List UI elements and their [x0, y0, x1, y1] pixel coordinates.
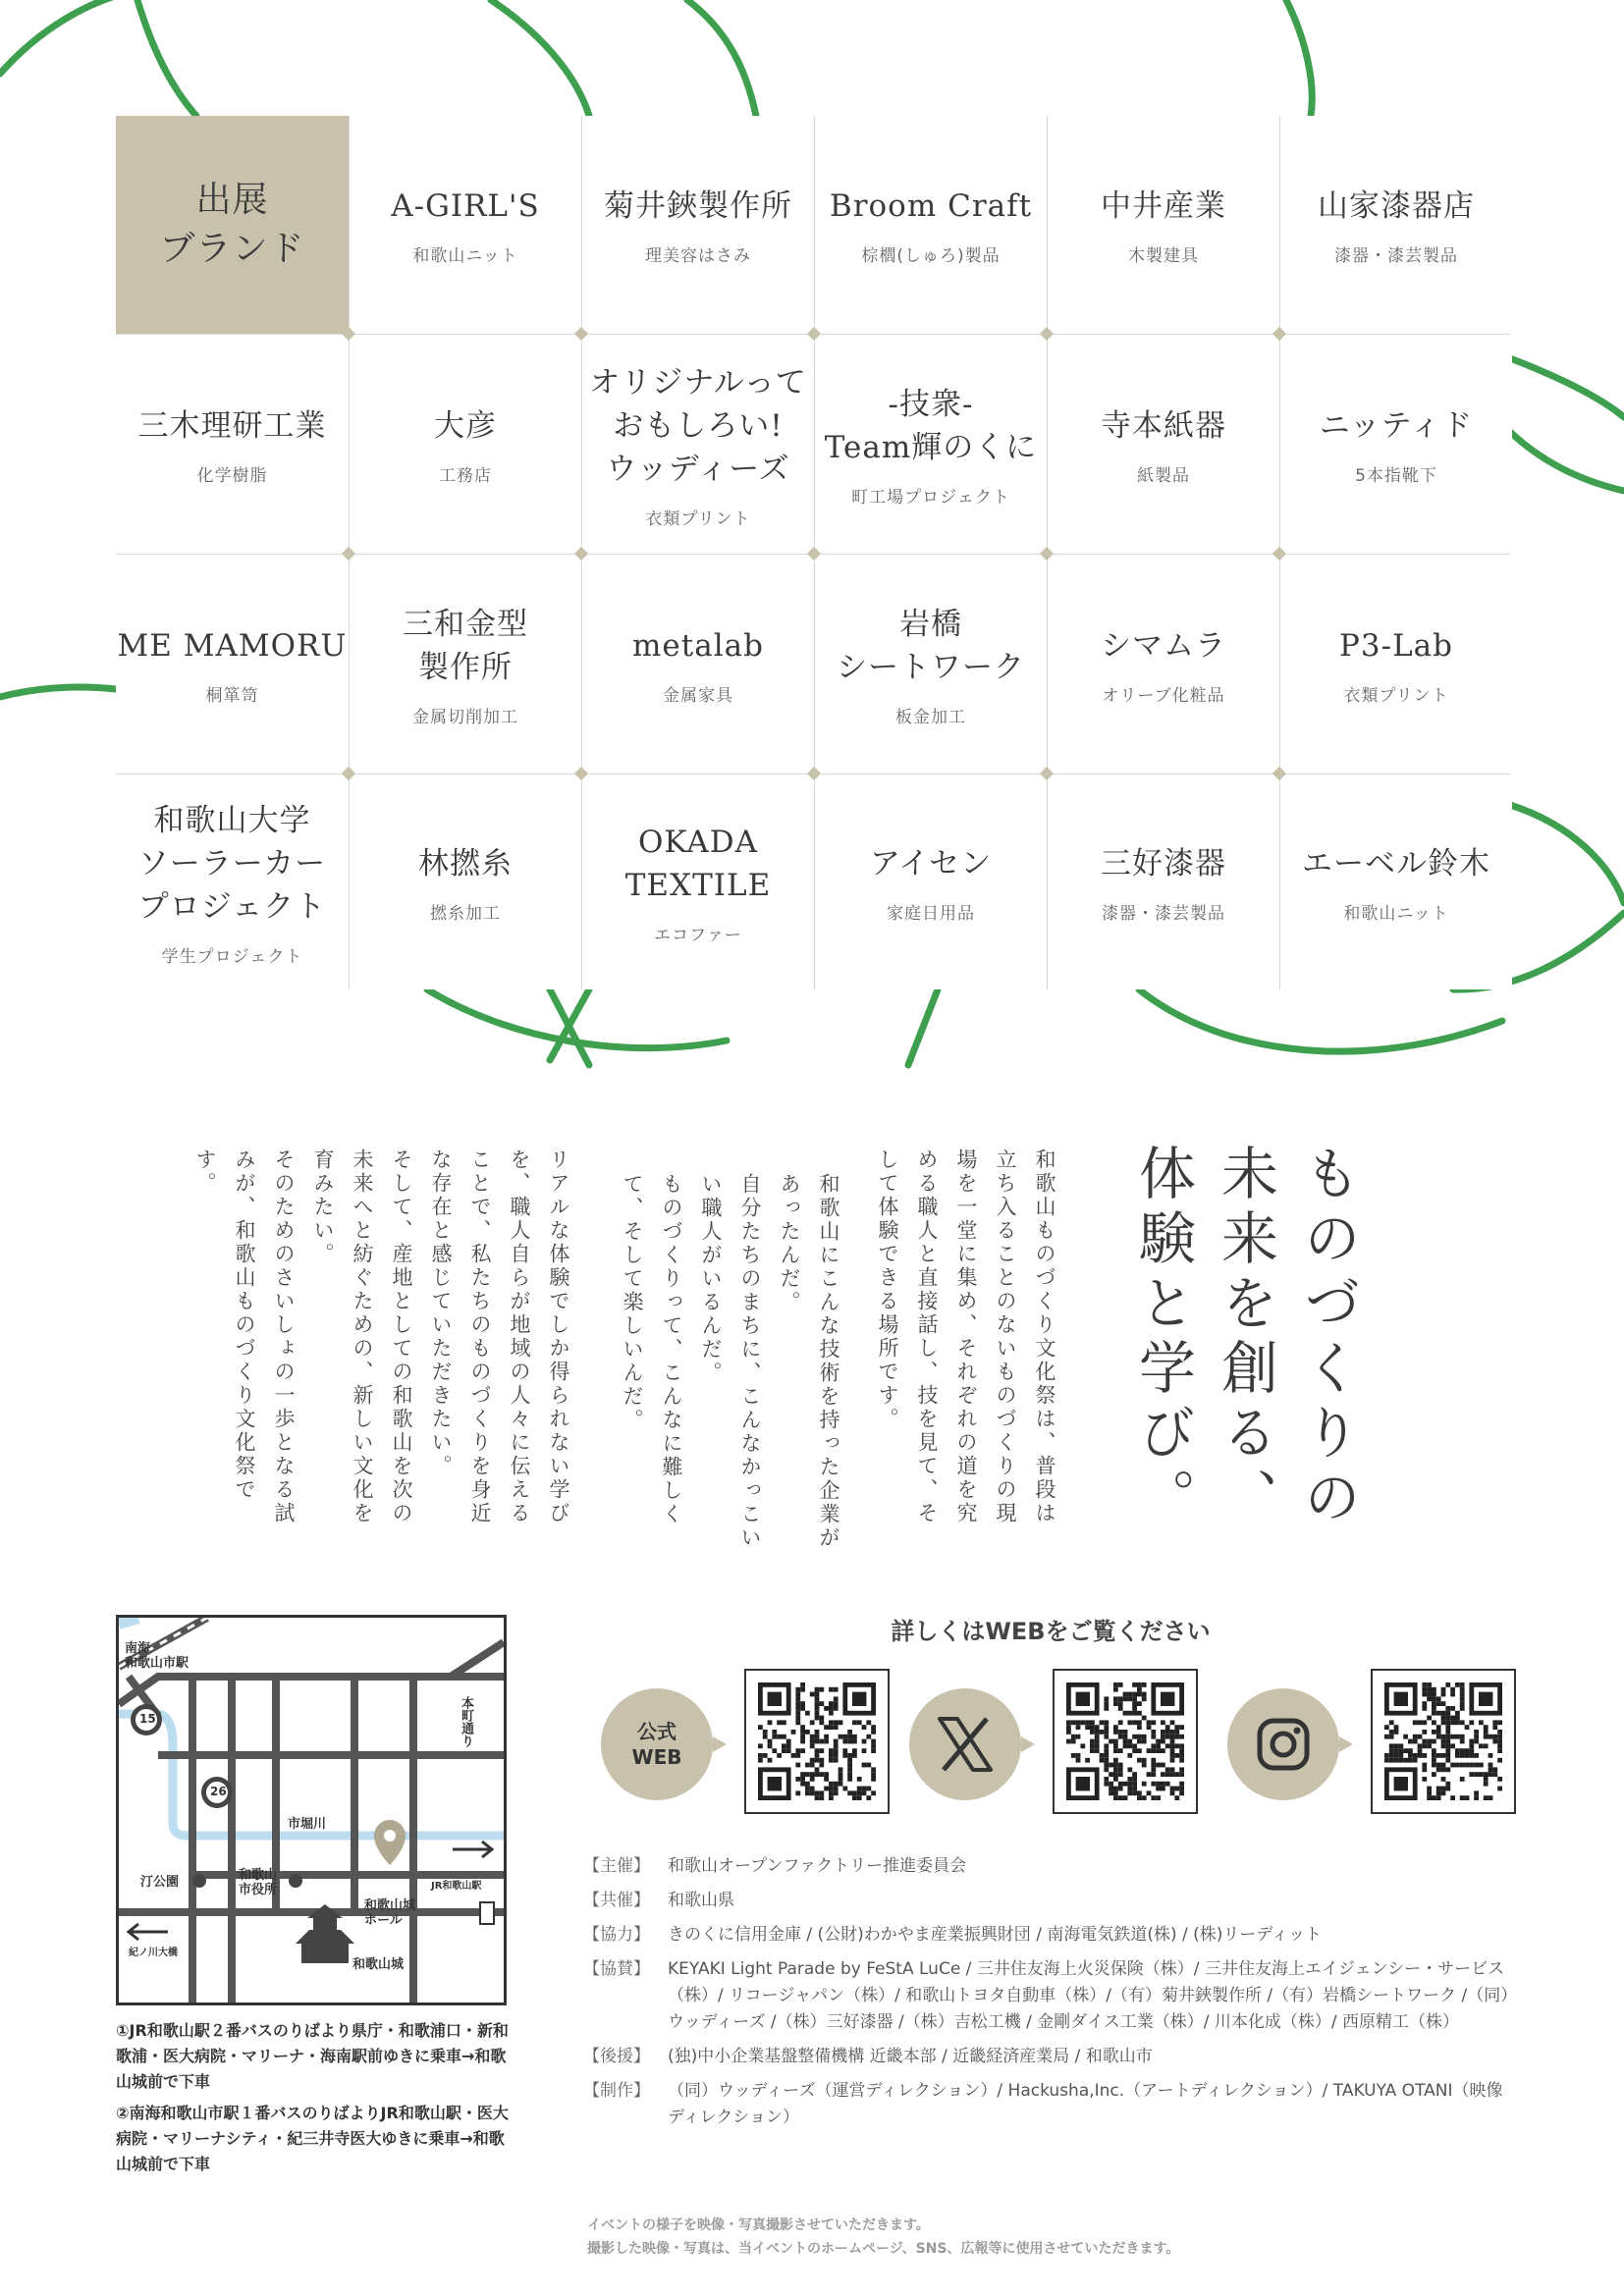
brand-name: OKADA TEXTILE — [624, 824, 772, 903]
concept-paragraph-3: リアルな体験でしか得られない学びを、職人自らが地域の人々に伝えることで、私たちのものづくりを身近な存在と感じていただきたい。 そして、産地としての和歌山を次の未来へと紡ぐための、新しい文化を育みたい。 そのためのさいしょの一歩となる試みが、和歌山ものづくり文化祭です。 — [193, 1148, 570, 1525]
brand-cell — [116, 336, 349, 554]
map-label-castle-hall: 和歌山城 ホール — [364, 1898, 416, 1928]
brand-cell — [815, 556, 1047, 774]
brand-cell — [582, 775, 814, 989]
instagram-icon — [1254, 1715, 1313, 1774]
credit-text: (独)中小企業基盤整備機構 近畿本部 / 近畿経済産業局 / 和歌山市 — [668, 2047, 1153, 2066]
brand-cell — [582, 556, 814, 774]
brand-category: 撚糸加工 — [430, 903, 501, 924]
credit-text: 和歌山オープンファクトリー推進委員会 — [668, 1856, 967, 1876]
brand-category: 漆器・漆芸製品 — [1334, 245, 1458, 266]
brand-name: ニッティド — [1319, 407, 1474, 444]
brand-category: 衣類プリント — [645, 508, 751, 529]
photo-note-1: イベントの様子を映像・写真撮影させていただきます。 — [587, 2217, 930, 2233]
brand-cell — [350, 116, 581, 334]
credit-row — [583, 1888, 1516, 1914]
brand-category: 5本指靴下 — [1355, 465, 1437, 486]
brand-category: 和歌山ニット — [412, 245, 518, 266]
credit-label: 【共催】 — [583, 1891, 650, 1910]
brand-cell — [1048, 775, 1279, 989]
brand-name: 寺本紙器 — [1101, 407, 1226, 444]
brand-name: P3-Lab — [1339, 627, 1453, 664]
brand-category: 学生プロジェクト — [161, 946, 303, 967]
brand-name: metalab — [632, 627, 764, 664]
brand-name: シマムラ — [1101, 627, 1226, 664]
brand-name: A-GIRL'S — [391, 187, 540, 224]
brand-cell — [1280, 556, 1512, 774]
brand-category: 理美容はさみ — [645, 245, 751, 266]
brand-category: 家庭日用品 — [887, 903, 975, 924]
brand-category: 化学樹脂 — [196, 465, 268, 486]
brand-name: オリジナルって おもしろい! ウッディーズ — [589, 364, 807, 487]
brand-category: 衣類プリント — [1343, 685, 1449, 706]
map-label-nankai-station: 南海 和歌山市駅 — [125, 1641, 189, 1671]
concept-headline: ものづくりの 未来を創る、 体験と学び。 — [1129, 1144, 1361, 1532]
brand-category: 金属家具 — [663, 685, 733, 706]
brand-category: 棕櫚(しゅろ)製品 — [861, 245, 1001, 266]
web-heading: 詳しくはWEBをご覧ください — [891, 1618, 1211, 1645]
brand-cell — [350, 775, 581, 989]
credit-label: 【協力】 — [583, 1925, 650, 1945]
credit-row — [583, 1853, 1516, 1880]
brand-grid — [116, 116, 1510, 989]
credit-label: 【協賛】 — [583, 1959, 650, 1979]
brand-name: 岩橋 シートワーク — [837, 606, 1025, 685]
brand-name: 三木理研工業 — [137, 407, 327, 444]
brand-cell — [582, 336, 814, 554]
brand-category: 町工場プロジェクト — [851, 487, 1010, 507]
brand-grid-header — [116, 116, 349, 334]
brand-name: 和歌山大学 ソーラーカー プロジェクト — [137, 802, 327, 925]
credit-text: （同）ウッディーズ（運営ディレクション）/ Hackusha,Inc.（アートディレクション）/ TAKUYA OTANI（映像ディレクション） — [668, 2081, 1503, 2127]
credit-label: 【主催】 — [583, 1856, 650, 1876]
access-route-2: ②南海和歌山市駅１番バスのりばよりJR和歌山駅・医大病院・マリーナシティ・紀三井寺医大ゆきに乗車→和歌山城前で下車 — [116, 2104, 509, 2173]
brand-category: エコファー — [654, 925, 742, 945]
access-map — [116, 1615, 507, 2005]
brand-cell — [1048, 556, 1279, 774]
brand-name: アイセン — [869, 845, 993, 881]
access-route-1: ①JR和歌山駅２番バスのりばより県庁・和歌浦口・新和歌浦・医大病院・マリーナ・海南駅前ゆきに乗車→和歌山城前で下車 — [116, 2021, 509, 2091]
credit-row — [583, 1956, 1516, 2036]
x-logo-icon — [934, 1713, 997, 1776]
brand-category: 桐箪笥 — [205, 685, 259, 706]
credit-text: きのくに信用金庫 / (公財)わかやま産業振興財団 / 南海電気鉄道(株) / (株)リーディット — [668, 1925, 1323, 1945]
brand-category: 和歌山ニット — [1343, 903, 1449, 924]
credit-text: 和歌山県 — [668, 1891, 734, 1910]
brand-name: -技衆- Team輝のくに — [824, 386, 1038, 465]
brand-category: 板金加工 — [895, 707, 966, 727]
brand-name: 大彦 — [434, 407, 497, 444]
credit-row — [583, 2078, 1516, 2131]
brand-cell — [1280, 116, 1512, 334]
credit-label: 【制作】 — [583, 2081, 650, 2101]
brand-name: 山家漆器店 — [1318, 187, 1475, 224]
brand-cell — [350, 556, 581, 774]
brand-name: 林撚糸 — [418, 845, 513, 881]
map-label-horikawa: 市堀川 — [288, 1817, 327, 1832]
brand-category: 木製建具 — [1128, 245, 1199, 266]
credit-text: KEYAKI Light Parade by FeStA LuCe / 三井住友海上火災保険（株）/ 三井住友海上エイジェンシー・サービス（株）/ リコージャパン（株）/ 和歌山トヨタ自動車（株）/（有）菊井鋏製作所 /（有）岩橋シートワーク /（同）ウッディーズ /（株）三好漆器 /（株）吉松工機 / 金剛ダイス工業（株）/ 川本化成（株）/ 西原精工（株） — [668, 1959, 1509, 2032]
brand-grid-header-label: 出展 ブランド — [159, 180, 305, 269]
brand-cell — [582, 116, 814, 334]
photo-notes — [587, 2214, 1520, 2261]
credit-row — [583, 2044, 1516, 2070]
brand-cell — [815, 336, 1047, 554]
qr-code-official[interactable] — [744, 1669, 890, 1814]
map-label-honmachi-street: 本町通り — [459, 1696, 473, 1747]
map-label-city-hall: 和歌山 市役所 — [239, 1868, 278, 1897]
brand-category: 金属切削加工 — [412, 707, 518, 727]
brand-cell — [1280, 336, 1512, 554]
brand-cell — [116, 775, 349, 989]
qr-code-instagram[interactable] — [1371, 1669, 1516, 1814]
brand-name: 中井産業 — [1101, 187, 1226, 224]
brand-cell — [815, 116, 1047, 334]
access-directions — [116, 2018, 518, 2183]
brand-category: 漆器・漆芸製品 — [1102, 903, 1225, 924]
concept-paragraph-1: 和歌山ものづくり文化祭は、普段は立ち入ることのないものづくりの現場を一堂に集め、それぞれの道を究める職人と直接話し、技を見て、そして体験できる場所です。 — [876, 1148, 1056, 1525]
photo-note-2: 撮影した映像・写真は、当イベントのホームページ、SNS、広報等に使用させていただきます。 — [587, 2241, 1180, 2257]
concept-paragraph-2: 和歌山にこんな技術を持った企業があったんだ。 自分たちのまちに、こんなかっこいい職人がいるんだ。 ものづくりって、こんなに難しくて、そして楽しいんだ。 — [621, 1173, 840, 1550]
qr-code-x[interactable] — [1053, 1669, 1198, 1814]
instagram-badge — [1227, 1688, 1339, 1800]
brand-cell — [116, 556, 349, 774]
brand-category: 工務店 — [439, 465, 492, 486]
brand-name: 三和金型 製作所 — [403, 606, 528, 685]
brand-cell — [1048, 116, 1279, 334]
brand-cell — [1048, 336, 1279, 554]
official-web-badge: 公式 WEB — [601, 1688, 713, 1800]
brand-name: エーベル鈴木 — [1302, 845, 1490, 881]
brand-name: 菊井鋏製作所 — [604, 187, 792, 224]
credit-label: 【後援】 — [583, 2047, 650, 2066]
brand-name: ME MAMORU — [117, 627, 348, 664]
brand-name: 三好漆器 — [1101, 845, 1226, 881]
map-label-castle: 和歌山城 — [352, 1957, 405, 1972]
map-label-route-26: 26 — [210, 1785, 227, 1798]
credit-row — [583, 1922, 1516, 1949]
brand-cell — [815, 775, 1047, 989]
credits — [583, 1853, 1516, 2139]
brand-cell — [350, 336, 581, 554]
map-label-park: 汀公園 — [140, 1875, 180, 1890]
map-label-kinokawa-bridge: 紀ノ川大橋 — [129, 1948, 178, 1958]
x-badge — [909, 1688, 1021, 1800]
brand-name: Broom Craft — [829, 187, 1033, 224]
brand-cell — [1280, 775, 1512, 989]
map-label-route-15: 15 — [139, 1712, 156, 1726]
brand-category: オリーブ化粧品 — [1102, 685, 1225, 706]
map-label-jr-station: JR和歌山駅 — [431, 1881, 482, 1892]
brand-category: 紙製品 — [1137, 465, 1190, 486]
